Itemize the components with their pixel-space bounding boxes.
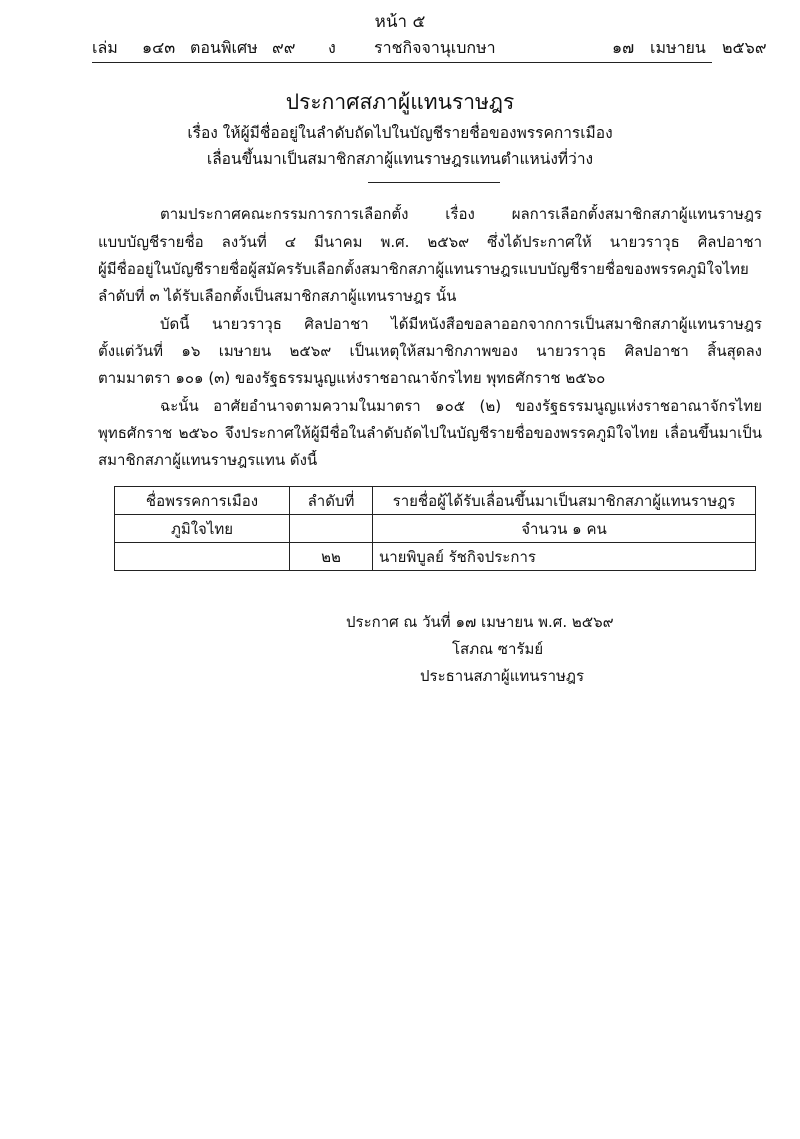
date-day: ๑๗ bbox=[612, 38, 635, 57]
table-row bbox=[115, 543, 756, 571]
announcement-date: ประกาศ ณ วันที่ ๑๗ เมษายน พ.ศ. ๒๕๖๙ bbox=[346, 613, 614, 631]
header-names: รายชื่อผู้ได้รับเลื่อนขึ้นมาเป็นสมาชิกสภาผู้แทนราษฎร bbox=[373, 487, 756, 515]
section-letter: ง bbox=[328, 38, 336, 57]
paragraph1-line: ลำดับที่ ๓ ได้รับเลือกตั้งเป็นสมาชิกสภาผู้แทนราษฎร นั้น bbox=[98, 287, 457, 305]
volume-label: เล่ม bbox=[92, 38, 118, 57]
table-header-row bbox=[115, 487, 756, 515]
page-number: หน้า ๕ bbox=[374, 12, 426, 32]
member-name: นายพิบูลย์ รัชกิจประการ bbox=[373, 543, 756, 571]
title-divider bbox=[368, 182, 500, 183]
paragraph2-line: ตามมาตรา ๑๐๑ (๓) ของรัฐธรรมนูญแห่งราชอาณาจักรไทย พุทธศักราช ๒๕๖๐ bbox=[98, 369, 606, 387]
table-row bbox=[115, 515, 756, 543]
empty-cell bbox=[290, 515, 373, 543]
date-year: ๒๕๖๙ bbox=[722, 38, 767, 57]
header-party: ชื่อพรรคการเมือง bbox=[115, 487, 290, 515]
header-rank: ลำดับที่ bbox=[290, 487, 373, 515]
date-month: เมษายน bbox=[650, 38, 706, 57]
paragraph1-line: ตามประกาศคณะกรรมการการเลือกตั้ง เรื่อง ผลการเลือกตั้งสมาชิกสภาผู้แทนราษฎร bbox=[160, 205, 762, 223]
subject-line-1: เรื่อง ให้ผู้มีชื่ออยู่ในลำดับถัดไปในบัญชีรายชื่อของพรรคการเมือง bbox=[187, 124, 613, 142]
paragraph2-line: ตั้งแต่วันที่ ๑๖ เมษายน ๒๕๖๙ เป็นเหตุให้สมาชิกภาพของ นายวราวุธ ศิลปอาชา สิ้นสุดลง bbox=[98, 342, 762, 360]
issue-label: ตอนพิเศษ bbox=[190, 38, 258, 57]
paragraph3-line: พุทธศักราช ๒๕๖๐ จึงประกาศให้ผู้มีชื่อในลำดับถัดไปในบัญชีรายชื่อของพรรคภูมิใจไทย เลื่อนขึ้นมาเป็น bbox=[98, 424, 762, 442]
empty-cell bbox=[115, 543, 290, 571]
signer-position: ประธานสภาผู้แทนราษฎร bbox=[420, 667, 585, 685]
paragraph1-line: ผู้มีชื่ออยู่ในบัญชีรายชื่อผู้สมัครรับเลือกตั้งสมาชิกสภาผู้แทนราษฎรแบบบัญชีรายชื่อของพรรคภูมิใจไทย bbox=[98, 260, 749, 278]
gazette-header bbox=[92, 34, 767, 63]
paragraph3-line: ฉะนั้น อาศัยอำนาจตามความในมาตรา ๑๐๕ (๒) ของรัฐธรรมนูญแห่งราชอาณาจักรไทย bbox=[160, 397, 762, 415]
subject-line-2: เลื่อนขึ้นมาเป็นสมาชิกสภาผู้แทนราษฎรแทนตำแหน่งที่ว่าง bbox=[206, 150, 594, 168]
paragraph2-line: บัดนี้ นายวราวุธ ศิลปอาชา ได้มีหนังสือขอลาออกจากการเป็นสมาชิกสภาผู้แทนราษฎร bbox=[160, 315, 762, 333]
gazette-name: ราชกิจจานุเบกษา bbox=[374, 38, 496, 57]
paragraph3-line: สมาชิกสภาผู้แทนราษฎรแทน ดังนี้ bbox=[98, 451, 318, 469]
signer-name: โสภณ ซารัมย์ bbox=[452, 640, 544, 658]
members-table bbox=[114, 486, 756, 571]
issue-number: ๙๙ bbox=[272, 38, 296, 57]
announcement-title: ประกาศสภาผู้แทนราษฎร bbox=[285, 90, 515, 114]
volume-number: ๑๔๓ bbox=[142, 38, 176, 57]
party-name: ภูมิใจไทย bbox=[115, 515, 290, 543]
member-rank: ๒๒ bbox=[290, 543, 373, 571]
member-count: จำนวน ๑ คน bbox=[373, 515, 756, 543]
paragraph1-line: แบบบัญชีรายชื่อ ลงวันที่ ๔ มีนาคม พ.ศ. ๒๕๖๙ ซึ่งได้ประกาศให้ นายวราวุธ ศิลปอาชา bbox=[98, 233, 762, 251]
